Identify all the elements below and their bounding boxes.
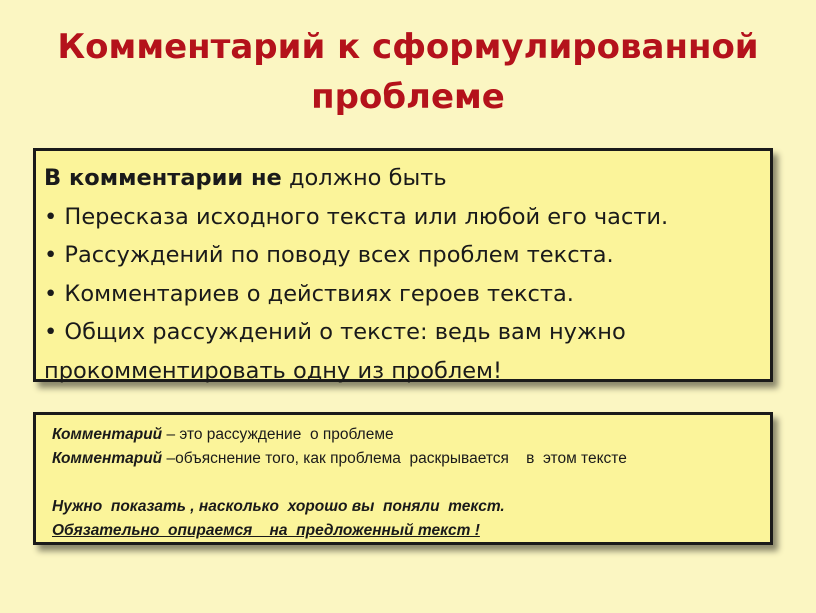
prohibition-item: • Комментариев о действиях героев текста. <box>44 280 574 307</box>
spacer-line <box>52 471 770 495</box>
prohibition-item: • Общих рассуждений о тексте: ведь вам нужно <box>44 319 626 345</box>
slide-title-line-1: Комментарий к сформулированной <box>57 27 759 67</box>
instruction-note-underlined: Обязательно опираемся на предложенный текст ! <box>52 522 480 539</box>
prohibitions-intro-bold: В комментарии не <box>44 165 282 191</box>
prohibitions-box <box>33 148 773 382</box>
prohibition-item: • Рассуждений по поводу всех проблем текста. <box>44 242 614 268</box>
prohibition-item: • Пересказа исходного текста или любой его части. <box>44 203 669 230</box>
definition-line-1 <box>52 423 770 447</box>
prohibitions-intro <box>44 159 770 198</box>
definition-term: Комментарий <box>52 450 163 467</box>
prohibition-item-continuation: прокомментировать одну из проблем! <box>44 357 503 384</box>
prohibitions-intro-rest: должно быть <box>281 165 447 191</box>
definition-term: Комментарий <box>52 426 163 443</box>
slide-title <box>0 22 816 122</box>
definition-text: –объяснение того, как проблема раскрывается в этом тексте <box>162 450 627 467</box>
instruction-note: Нужно показать , насколько хорошо вы поняли текст. <box>52 498 505 515</box>
definition-line-2 <box>52 447 770 471</box>
slide-title-line-2: проблеме <box>311 77 505 117</box>
definition-box <box>33 412 773 545</box>
definition-text: – это рассуждение о проблеме <box>162 426 394 443</box>
